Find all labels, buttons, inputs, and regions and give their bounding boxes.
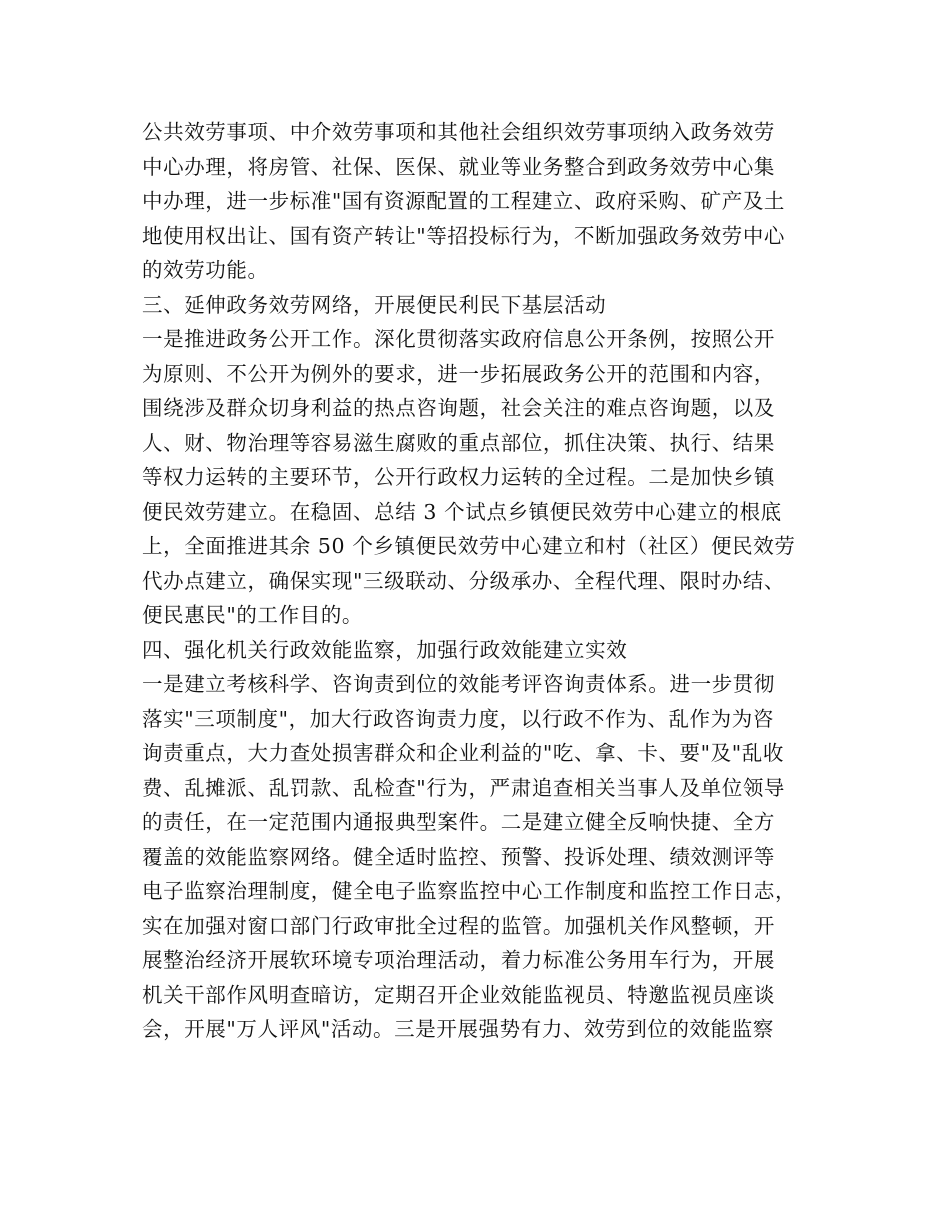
text-line: 机关干部作风明查暗访，定期召开企业效能监视员、特邀监视员座谈	[142, 982, 775, 1007]
text-line: 公共效劳事项、中介效劳事项和其他社会组织效劳事项纳入政务效劳	[142, 120, 775, 144]
text-line: 地使用权出让、国有资产转让"等招投标行为，不断加强政务效劳中心	[142, 223, 786, 248]
text-line: 等权力运转的主要环节，公开行政权力运转的全过程。二是加快乡镇	[142, 465, 775, 489]
text-line: 为原则、不公开为例外的要求，进一步拓展政务公开的范围和内容，	[142, 361, 775, 386]
text-line: 的责任，在一定范围内通报典型案件。二是建立健全反响快捷、全方	[142, 810, 775, 834]
text-line: 覆盖的效能监察网络。健全适时监控、预警、投诉处理、绩效测评等	[142, 844, 775, 869]
text-line: 上，全面推进其余 50 个乡镇便民效劳中心建立和村（社区）便民效劳	[142, 534, 796, 558]
text-line: 一是推进政务公开工作。深化贯彻落实政府信息公开条例，按照公开	[142, 327, 775, 351]
text-line: 实在加强对窗口部门行政审批全过程的监管。加强机关作风整顿，开	[142, 913, 775, 938]
text-line: 代办点建立，确保实现"三级联动、分级承办、全程代理、限时办结、	[142, 568, 786, 593]
text-line: 便民效劳建立。在稳固、总结 3 个试点乡镇便民效劳中心建立的根底	[142, 499, 782, 524]
text-line: 电子监察治理制度，健全电子监察监控中心工作制度和监控工作日志，	[142, 879, 797, 903]
text-line: 围绕涉及群众切身利益的热点咨询题，社会关注的难点咨询题，以及	[142, 396, 775, 420]
section-heading: 三、延伸政务效劳网络，开展便民利民下基层活动	[142, 292, 607, 317]
text-line: 中心办理，将房管、社保、医保、就业等业务整合到政务效劳中心集	[142, 154, 775, 179]
document-body	[142, 115, 822, 1047]
section-heading: 四、强化机关行政效能监察，加强行政效能建立实效	[142, 637, 628, 662]
text-line: 询责重点，大力查处损害群众和企业利益的"吃、拿、卡、要"及"乱收	[142, 741, 784, 765]
text-line: 人、财、物治理等容易滋生腐败的重点部位，抓住决策、执行、结果	[142, 430, 775, 455]
text-line: 落实"三项制度"，加大行政咨询责力度，以行政不作为、乱作为为咨	[142, 706, 774, 731]
text-line: 一是建立考核科学、咨询责到位的效能考评咨询责体系。进一步贯彻	[142, 672, 775, 696]
text-line: 展整治经济开展软环境专项治理活动，着力标准公务用车行为，开展	[142, 948, 775, 972]
text-line: 费、乱摊派、乱罚款、乱检查"行为，严肃追查相关当事人及单位领导	[142, 775, 786, 800]
text-line: 会，开展"万人评风"活动。三是开展强势有力、效劳到位的效能监察	[142, 1017, 774, 1041]
text-line: 中办理，进一步标准"国有资源配置的工程建立、政府采购、矿产及土	[142, 189, 786, 213]
text-line: 的效劳功能。	[142, 258, 269, 282]
text-line: 便民惠民"的工作目的。	[142, 603, 364, 627]
